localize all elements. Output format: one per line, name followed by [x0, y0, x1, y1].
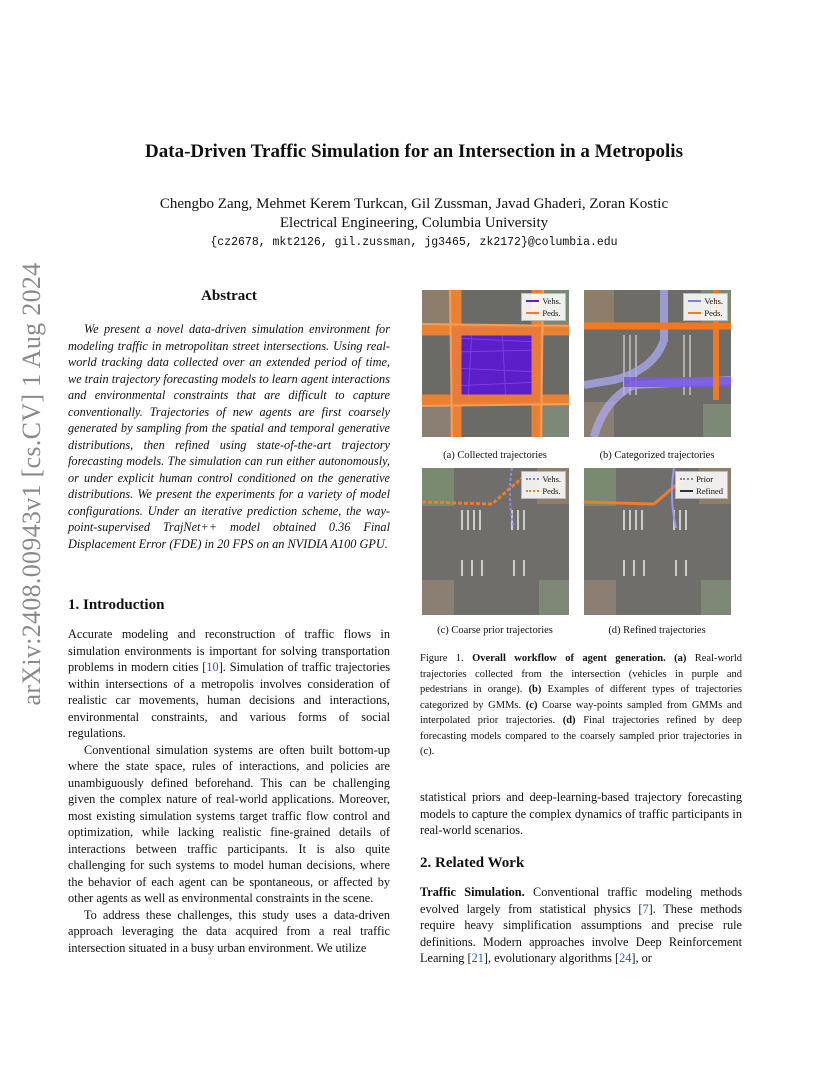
author-emails: {cz2678, mkt2126, gil.zussman, jg3465, zk2172}@columbia.edu [210, 236, 618, 249]
figure-caption: Figure 1. Overall workflow of agent generation. (a) Real-world trajectories collected from the intersection (vehicles in purple and pedestrians in orange). (b) Examples of different types of trajectories categorized by GMMs. (c) Coarse way-points sampled from GMMs and interpolated prior trajectories. (d) Final trajectories refined by deep forecasting models compared to the coarsely sampled prior trajectories in (c). [420, 653, 742, 757]
panel-refined-trajectories [584, 468, 731, 615]
citation-link[interactable]: 10 [206, 660, 219, 674]
abstract-text: We present a novel data-driven simulation environment for modeling traffic in metropolitan street intersections. Using real-world tracking data collected over an extended period of time, we train trajectory forecasting models to learn agent interactions and environmental constraints that are difficult to capture conventionally. Trajectories of new agents are first coarsely generated by sampling from the spatial and temporal generative distributions, then refined using state-of-the-art trajectory forecasting models. The simulation can run either autonomously, or under explicit human control conditioned on the generative distributions. We present the experiments for a variety of model configurations. Under an iterative prediction scheme, the way-point-supervised TrajNet++ model obtained 0.36 Final Displacement Error (FDE) in 20 FPS on an NVIDIA A100 GPU. [68, 322, 390, 551]
legend-item-refined: Refined [680, 485, 723, 497]
abstract-heading: Abstract [201, 288, 257, 304]
legend-item-prior: Prior [680, 473, 723, 485]
citation-link[interactable]: 24 [619, 951, 632, 965]
author-block [60, 195, 768, 233]
legend-item-pedestrians: Peds. [526, 485, 561, 497]
author-names: Chengbo Zang, Mehmet Kerem Turkcan, Gil Zussman, Javad Ghaderi, Zoran Kostic [159, 196, 669, 212]
panel-coarse-prior-trajectories [422, 468, 569, 615]
panel-collected-trajectories [422, 290, 569, 437]
legend-item-pedestrians: Peds. [688, 307, 723, 319]
arxiv-side-label: arXiv:2408.00943v1 [cs.CV] 1 Aug 2024 [17, 262, 46, 706]
affiliation: Electrical Engineering, Columbia University [279, 215, 549, 231]
intro-paragraph-2: Conventional simulation systems are often built bottom-up where the state space, rules of interactions, and policies are unambiguously defined beforehand. This can be challenging given the complex nature of real-world applications. Moreover, most existing simulation systems target traffic flow control and optimization, while lacking realistic fine-grained details of interactions between traffic participants. It is also quite challenging for such systems to model human decisions, where the behavior of each agent can be spontaneous, or affected by other agents as well as environmental constraints in the scene. [68, 742, 390, 905]
paper-title: Data-Driven Traffic Simulation for an Intersection in a Metropolis [145, 141, 683, 162]
legend-item-vehicles: Vehs. [526, 473, 561, 485]
intro-paragraph-3: To address these challenges, this study uses a data-driven approach leveraging the data acquired from a real traffic intersection situated in a busy urban environment. We utilize [68, 907, 390, 955]
legend-item-vehicles: Vehs. [688, 295, 723, 307]
legend-item-vehicles: Vehs. [526, 295, 561, 307]
panel-label-a: (a) Collected trajectories [443, 450, 547, 461]
panel-label-b: (b) Categorized trajectories [599, 450, 715, 461]
panel-categorized-trajectories [584, 290, 731, 437]
related-work-text: Traffic Simulation. Conventional traffic modeling methods evolved largely from statistical physics [7]. These methods require heavy simplification assumptions and precise rule definitions. Modern approaches involve Deep Reinforcement Learning [21], evolutionary algorithms [24], or [420, 885, 742, 965]
legend-b [683, 293, 728, 321]
legend-d [675, 471, 728, 499]
legend-a [521, 293, 566, 321]
citation-link[interactable]: 7 [642, 901, 649, 916]
citation-link[interactable]: 21 [471, 951, 484, 965]
related-work-heading: 2. Related Work [420, 855, 525, 871]
intro-heading: 1. Introduction [68, 597, 165, 613]
legend-c [521, 471, 566, 499]
panel-label-d: (d) Refined trajectories [608, 625, 706, 636]
legend-item-pedestrians: Peds. [526, 307, 561, 319]
panel-label-c: (c) Coarse prior trajectories [437, 625, 553, 636]
intro-paragraph-1: Accurate modeling and reconstruction of traffic flows in simulation environments is important for solving transportation problems in modern cities [10]. Simulation of traffic trajectories within intersections of a metropolis involves consideration of realistic car movements, human decisions and interactions, environmental constraints, and various forms of social regulations. [68, 627, 390, 740]
intro-continuation: statistical priors and deep-learning-based trajectory forecasting models to capture the complex dynamics of traffic participants in real-world scenarios. [420, 790, 742, 837]
intro-text [68, 626, 390, 956]
